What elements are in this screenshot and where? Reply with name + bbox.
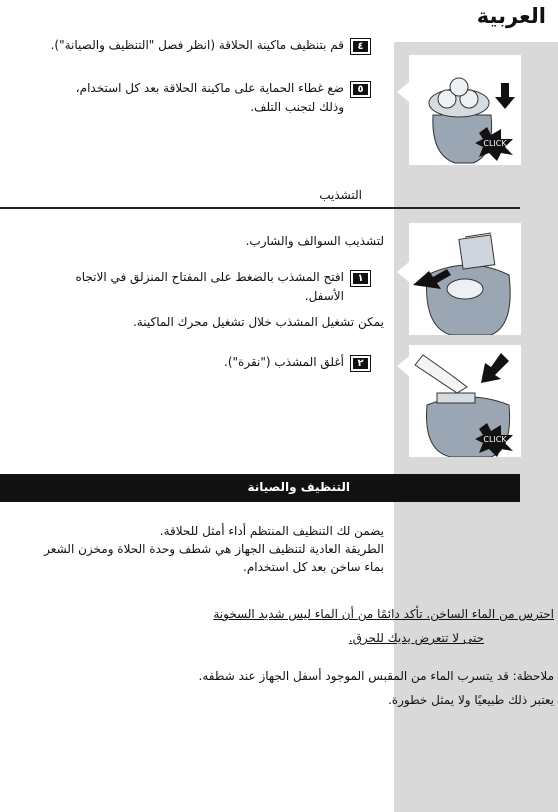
step-1-note (34, 313, 384, 331)
step-2-line: أغلق المشذب ("نقرة"). (224, 355, 344, 369)
click-label: CLICK (483, 435, 507, 444)
section-rule (0, 207, 520, 209)
cleaning-line-2: الطريقة العادية لتنظيف الجهاز هي شطف وحدة الحلاة ومخزن الشعر (44, 542, 384, 556)
step-5-text (24, 79, 344, 117)
cleaning-line-1: يضمن لك التنظيف المنتظم أداء أمثل للحلاقة. (159, 524, 384, 538)
warning-line-1: احترس من الماء الساخن. تأكد دائمًا من أن الماء ليس شديد السخونة (213, 607, 554, 621)
trimming-intro (34, 232, 384, 250)
section-heading-trimming: التشذيب (319, 188, 362, 202)
figure-trimmer-close (409, 345, 521, 457)
trimmer-open-illustration (409, 223, 521, 335)
figure-pointer (397, 262, 409, 282)
figure-pointer (397, 356, 409, 376)
step-number-5: ٥ (350, 81, 371, 98)
warning-paragraph (34, 602, 554, 650)
step-1-note-line: يمكن تشغيل المشذب خلال تشغيل محرك الماكينة. (132, 315, 384, 329)
step-1-line-1: افتح المشذب بالضغط على المفتاح المنزلق في الاتجاه (75, 270, 344, 284)
step-number-4: ٤ (350, 38, 371, 55)
warning-line-2: حتى لا تتعرض يديك للحرق. (348, 631, 484, 645)
cleaning-line-3: بماء ساخن بعد كل استخدام. (243, 560, 384, 574)
shaver-cap-illustration (409, 55, 521, 165)
note-line-1: ملاحظة: قد يتسرب الماء من المقبس الموجود أسفل الجهاز عند شطفه. (198, 669, 554, 683)
language-title: العربية (476, 4, 546, 28)
figure-trimmer-open (409, 223, 521, 335)
note-paragraph (34, 664, 554, 712)
figure-shaver-cap (409, 55, 521, 165)
step-4-text (24, 36, 344, 55)
note-line-2: يعتبر ذلك طبيعيًا ولا يمثل خطورة. (387, 693, 554, 707)
trimming-intro-line: لتشذيب السوالف والشارب. (245, 234, 384, 248)
step-1-line-2: الأسفل. (304, 289, 344, 303)
step-5-line-1: ضع غطاء الحماية على ماكينة الحلاقة بعد كل استخدام، (75, 81, 344, 95)
step-number-2: ٢ (350, 355, 371, 372)
step-5-line-2: وذلك لتجنب التلف. (250, 100, 344, 114)
step-number-1: ١ (350, 270, 371, 287)
cleaning-paragraph (34, 522, 384, 576)
step-4-line: قم بتنظيف ماكينة الحلاقة (انظر فصل "التنظيف والصيانة"). (50, 38, 344, 52)
section-bar-cleaning (0, 474, 520, 502)
figure-pointer (397, 82, 409, 102)
section-heading-cleaning: التنظيف والصيانة (247, 480, 350, 494)
step-1-text (24, 268, 344, 306)
step-2-text (24, 353, 344, 372)
click-label: CLICK (483, 139, 507, 148)
trimmer-close-illustration (409, 345, 521, 457)
